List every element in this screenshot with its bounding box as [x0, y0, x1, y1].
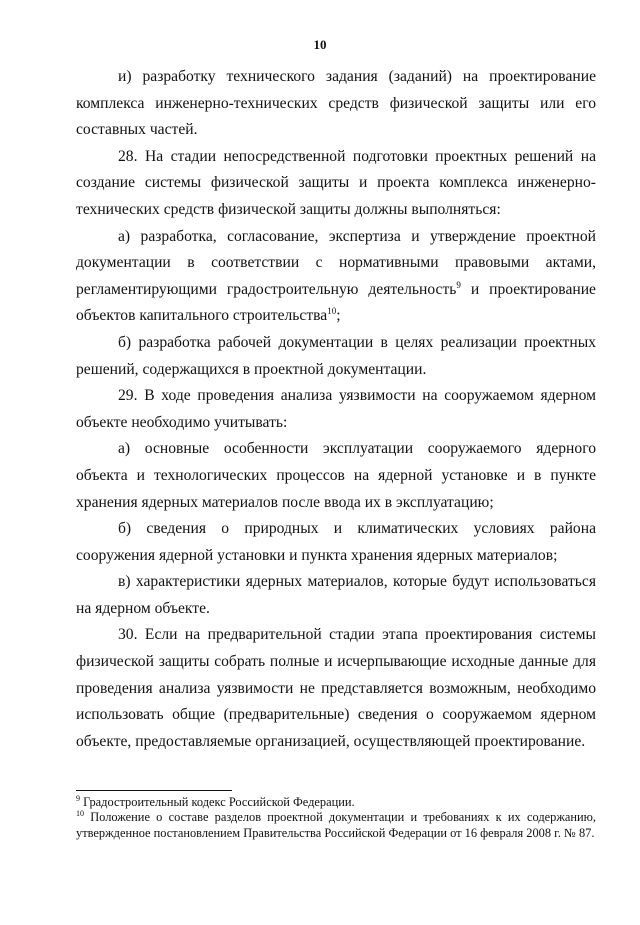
paragraph-clause-28: 28. На стадии непосредственной подготовки проектных решений на создание системы физической защиты и проекта комплекса инженерно-технических средств физической защиты должны выполняться: — [76, 147, 596, 218]
footnote-divider — [76, 790, 232, 791]
paragraph-clause-29-b: б) сведения о природных и климатических условиях района сооружения ядерной установки и пункта хранения ядерных материалов; — [76, 520, 596, 564]
footnote-10-text: Положение о составе разделов проектной документации и требованиях к их содержанию, утвержденное постановлением Правительства Российской Федерации от 16 февраля 2008 г. № 87. — [76, 810, 596, 840]
paragraph-clause-29-a: а) основные особенности эксплуатации сооружаемого ядерного объекта и технологических процессов на ядерной установке и в пункте хранения ядерных материалов после ввода их в эксплуатацию; — [76, 440, 596, 511]
paragraph-clause-30: 30. Если на предварительной стадии этапа проектирования системы физической защиты собрать полные и исчерпывающие исходные данные для проведения анализа уязвимости не представляется возможным, необходимо использовать общие (предварительные) сведения о сооружаемом ядерном объекте, предоставляемые организацией, осуществляющей проектирование. — [76, 626, 596, 750]
footnote-9-marker: 9 — [76, 794, 80, 803]
page-number: 10 — [313, 37, 327, 52]
footnote-ref-10: 10 — [327, 306, 337, 317]
clause-28-a-text: а) разработка, согласование, экспертиза и утверждение проектной документации в соответствии с нормативными правовыми актами, регламентирующими градостроительную деятельность — [76, 227, 596, 298]
footnote-10-marker: 10 — [76, 809, 84, 819]
document-body — [76, 64, 596, 755]
clause-28-a-text-continued: и проектирование объектов капитального строительства — [76, 280, 596, 325]
paragraph-clause-29: 29. В ходе проведения анализа уязвимости на сооружаемом ядерном объекте необходимо учитывать: — [76, 387, 596, 431]
footnote-9 — [76, 795, 596, 810]
footnotes — [76, 795, 596, 841]
paragraph-clause-29-c: в) характеристики ядерных материалов, которые будут использоваться на ядерном объекте. — [76, 573, 596, 617]
footnote-9-text: Градостроительный кодекс Российской Федерации. — [80, 795, 355, 809]
footnote-10 — [76, 810, 596, 841]
paragraph-item-i: и) разработку технического задания (заданий) на проектирование комплекса инженерно-технических средств физической защиты или его составных частей. — [76, 68, 596, 139]
paragraph-clause-28-a — [76, 224, 596, 330]
footnote-ref-9: 9 — [456, 279, 461, 290]
paragraph-clause-28-b: б) разработка рабочей документации в целях реализации проектных решений, содержащихся в проектной документации. — [76, 333, 596, 378]
clause-28-a-text-end: ; — [336, 307, 341, 325]
